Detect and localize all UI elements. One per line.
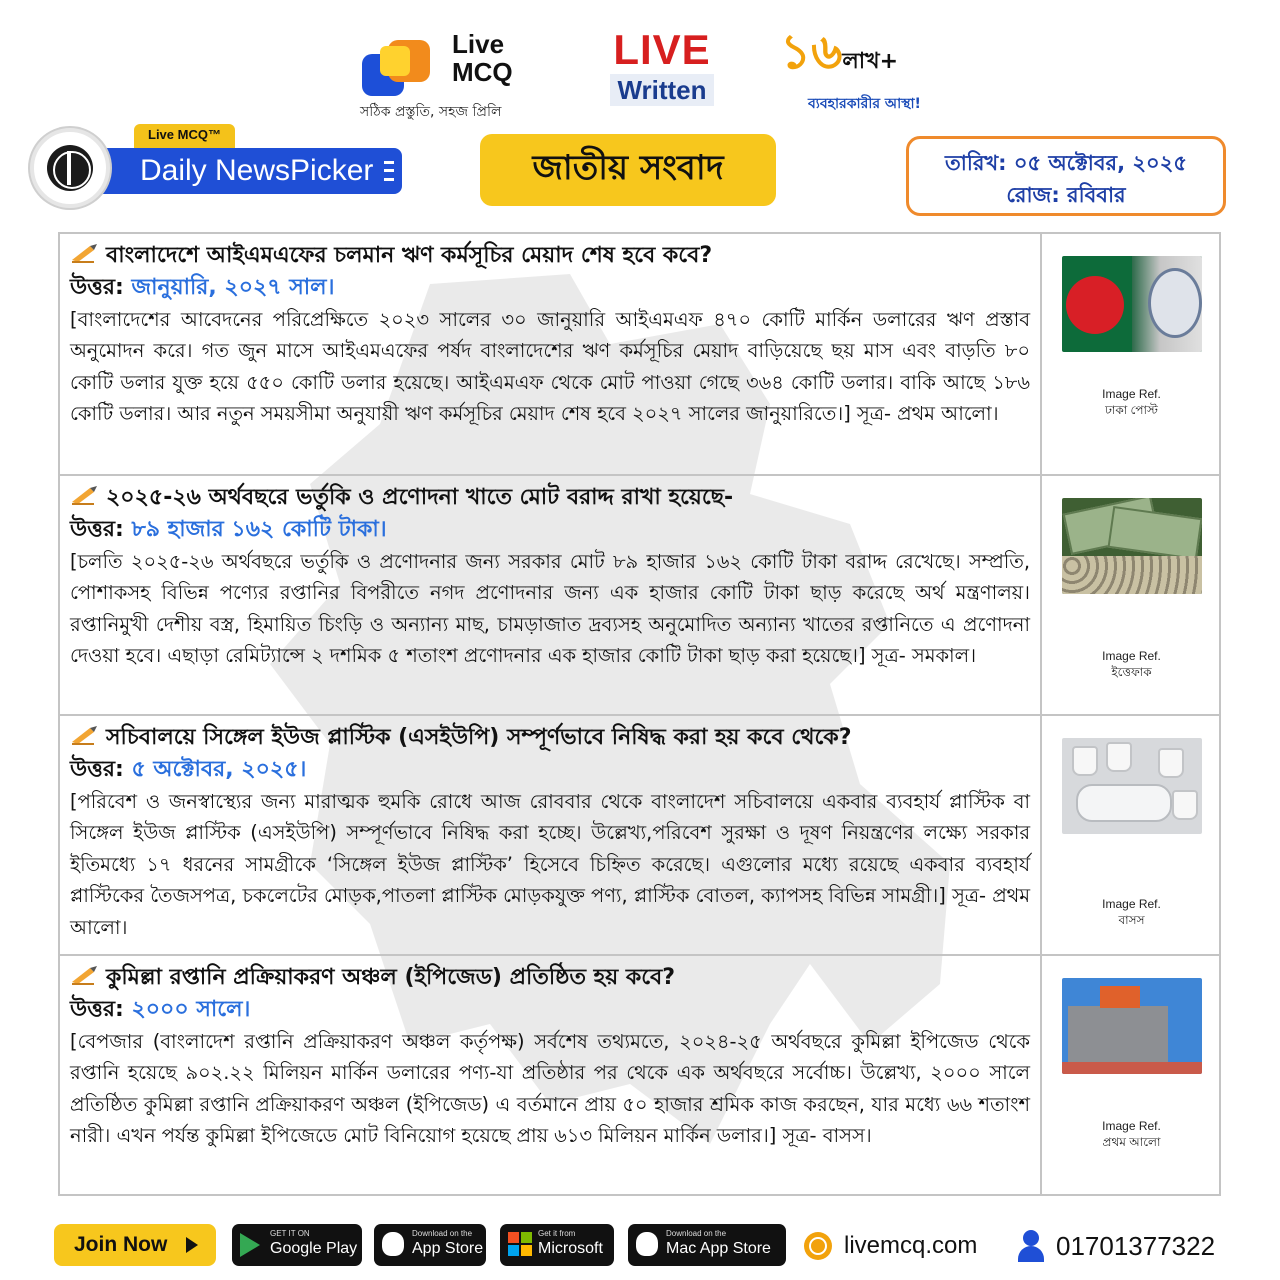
writing-hand-icon bbox=[70, 724, 98, 746]
users-count: ১৬লাখ+ bbox=[780, 24, 899, 80]
news-item bbox=[60, 716, 1219, 956]
brand-strip bbox=[0, 22, 1280, 122]
news-answer: উত্তর: ২০০০ সালে। bbox=[70, 997, 251, 1022]
phone-contact[interactable]: 01701377322 bbox=[1016, 1228, 1215, 1264]
livemcq-logo-text: Live MCQ bbox=[452, 29, 513, 87]
bangladesh-flag-imf-seal-image bbox=[1062, 256, 1202, 352]
live-text: LIVE bbox=[613, 26, 711, 73]
apple-icon bbox=[382, 1232, 406, 1258]
apple-icon bbox=[636, 1232, 660, 1258]
newspicker-title-bar bbox=[90, 148, 402, 194]
livemcq-logo-icon bbox=[358, 36, 438, 96]
support-agent-icon bbox=[1016, 1230, 1046, 1262]
livemcq-logo bbox=[358, 30, 538, 120]
money-bills-coins-image bbox=[1062, 498, 1202, 594]
news-item bbox=[60, 234, 1219, 476]
join-now-label: Join Now bbox=[74, 1233, 168, 1256]
news-image-column bbox=[1040, 234, 1219, 474]
news-item-text bbox=[60, 956, 1040, 1194]
menu-lines-icon bbox=[384, 161, 394, 181]
news-question: বাংলাদেশে আইএমএফের চলমান ঋণ কর্মসূচির মেয়াদ শেষ হবে কবে? bbox=[70, 240, 1030, 272]
answer-value: ২০০০ সালে। bbox=[131, 997, 251, 1022]
category-title: জাতীয় সংবাদ bbox=[480, 134, 776, 206]
play-arrow-icon bbox=[186, 1237, 198, 1253]
join-now-button[interactable] bbox=[54, 1224, 216, 1266]
news-item bbox=[60, 476, 1219, 716]
news-body: [পরিবেশ ও জনস্বাস্থ্যের জন্য মারাত্মক হুমকি রোধে আজ রোববার থেকে বাংলাদেশ সচিবালয়ে একবার ব্যবহার্য প্লাস্টিক বা সিঙ্গেল ইউজ প্লাস্টিক (এসইউপি) সম্পূর্ণভাবে নিষিদ্ধ করা হচ্ছে। উল্লেখ্য,পরিবেশ সুরক্ষা ও দূষণ নিয়ন্ত্রণের লক্ষ্যে সরকার ইতিমধ্যে ১৭ ধরনের সামগ্রীকে ‘সিঙ্গেল ইউজ প্লাস্টিক’ হিসেবে চিহ্নিত করেছে। এগুলোর মধ্যে রয়েছে একবার ব্যবহার্য প্লাস্টিকের তৈজসপত্র, চকলেটের মোড়ক,পাতলা প্লাস্টিক মোড়কযুক্ত পণ্য, প্লাস্টিক বোতল, ক্যাপসহ বিভিন্ন সামগ্রী।] সূত্র- প্রথম আলো। bbox=[70, 790, 1030, 939]
newspicker-badge bbox=[30, 124, 402, 214]
mac-app-store-button[interactable]: Download on the Mac App Store bbox=[628, 1224, 786, 1266]
plastic-tableware-image bbox=[1062, 738, 1202, 834]
news-item-text bbox=[60, 716, 1040, 954]
news-image-column bbox=[1040, 476, 1219, 714]
epz-gate-building-image bbox=[1062, 978, 1202, 1074]
google-play-icon bbox=[240, 1232, 264, 1258]
news-question: সচিবালয়ে সিঙ্গেল ইউজ প্লাস্টিক (এসইউপি) সম্পূর্ণভাবে নিষিদ্ধ করা হয় কবে থেকে? bbox=[70, 722, 1030, 754]
image-ref: Image Ref. বাসস bbox=[1102, 897, 1161, 927]
answer-value: ৮৯ হাজার ১৬২ কোটি টাকা। bbox=[131, 517, 387, 542]
newspicker-title: Daily NewsPicker bbox=[140, 154, 374, 187]
image-ref: Image Ref. ইত্তেফাক bbox=[1102, 649, 1161, 679]
answer-value: ৫ অক্টোবর, ২০২৫। bbox=[131, 757, 307, 782]
news-answer: উত্তর: ৮৯ হাজার ১৬২ কোটি টাকা। bbox=[70, 517, 387, 542]
users-suffix: লাখ+ bbox=[842, 49, 899, 74]
news-answer: উত্তর: ৫ অক্টোবর, ২০২৫। bbox=[70, 757, 307, 782]
news-body: [বেপজার (বাংলাদেশ রপ্তানি প্রক্রিয়াকরণ অঞ্চল কর্তৃপক্ষ) সর্বশেষ তথ্যমতে, ২০২৪-২৫ অর্থবছরে কুমিল্লা ইপিজেড থেকে রপ্তানি হয়েছে ৯০২.২২ মিলিয়ন মার্কিন ডলারের পণ্য-যা প্রতিষ্ঠার পর থেকে এক অর্থবছরে সর্বোচ্চ। উল্লেখ্য, ২০০০ সালে প্রতিষ্ঠিত কুমিল্লা রপ্তানি প্রক্রিয়াকরণ অঞ্চল (ইপিজেড) এ বর্তমানে প্রায় ৫০ হাজার শ্রমিক কাজ করছেন, যার মধ্যে ৬৬ শতাংশ নারী। এখন পর্যন্ত কুমিল্লা ইপিজেডে মোট বিনিয়োগ হয়েছে প্রায় ৬১৩ মিলিয়ন মার্কিন ডলার।] সূত্র- বাসস। bbox=[70, 1030, 1030, 1148]
newspicker-top-label: Live MCQ™ bbox=[134, 124, 235, 150]
news-question: কুমিল্লা রপ্তানি প্রক্রিয়াকরণ অঞ্চল (ইপিজেড) প্রতিষ্ঠিত হয় কবে? bbox=[70, 962, 1030, 994]
news-image-column bbox=[1040, 956, 1219, 1194]
website-link[interactable]: livemcq.com bbox=[804, 1228, 977, 1264]
image-ref: Image Ref. প্রথম আলো bbox=[1102, 1119, 1161, 1149]
news-item-text bbox=[60, 476, 1040, 714]
image-ref: Image Ref. ঢাকা পোস্ট bbox=[1102, 387, 1161, 417]
answer-value: জানুয়ারি, ২০২৭ সাল। bbox=[131, 275, 335, 300]
footer-bar bbox=[0, 1222, 1280, 1270]
writing-hand-icon bbox=[70, 242, 98, 264]
day-line: রোজ: রবিবার bbox=[1006, 183, 1126, 207]
google-play-button[interactable]: GET IT ON Google Play bbox=[232, 1224, 362, 1266]
live-written-logo bbox=[610, 28, 714, 118]
news-item bbox=[60, 956, 1219, 1194]
app-store-button[interactable]: Download on the App Store bbox=[374, 1224, 486, 1266]
news-table bbox=[58, 232, 1221, 1196]
microsoft-store-button[interactable]: Get it from Microsoft bbox=[500, 1224, 614, 1266]
news-item-text bbox=[60, 234, 1040, 474]
news-body: [চলতি ২০২৫-২৬ অর্থবছরে ভর্তুকি ও প্রণোদনার জন্য সরকার মোট ৮৯ হাজার ১৬২ কোটি টাকা বরাদ্দ রেখেছে। সম্প্রতি, পোশাকসহ বিভিন্ন পণ্যের রপ্তানির বিপরীতে নগদ প্রণোদনার জন্য এক হাজার কোটি টাকা ছাড় করেছে অর্থ মন্ত্রণালয়। রপ্তানিমুখী দেশীয় বস্ত্র, হিমায়িত চিংড়ি ও অন্যান্য মাছ, চামড়াজাত দ্রব্যসহ অনুমোদিত অন্যান্য খাতের রপ্তানিতে এ প্রণোদনা দেওয়া হবে। এছাড়া রেমিট্যান্সে ২ দশমিক ৫ শতাংশ প্রণোদনার এক হাজার কোটি টাকা ছাড় করা হয়েছে।] সূত্র- সমকাল। bbox=[70, 550, 1030, 668]
written-text: Written bbox=[610, 74, 714, 106]
microsoft-icon bbox=[508, 1232, 532, 1258]
date-box bbox=[906, 136, 1226, 216]
news-body: [বাংলাদেশের আবেদনের পরিপ্রেক্ষিতে ২০২৩ সালের ৩০ জানুয়ারি আইএমএফ ৪৭০ কোটি মার্কিন ডলারের ঋণ প্রস্তাব অনুমোদন করে। গত জুন মাসে আইএমএফের পর্ষদ বাংলাদেশের ঋণ কর্মসূচির মেয়াদ বাড়িয়েছে ছয় মাস এবং বাড়তি ৮০ কোটি ডলার যুক্ত হয়ে ৫৫০ কোটি ডলার হয়েছে। আইএমএফ থেকে মোট পাওয়া গেছে ৩৬৪ কোটি ডলার। বাকি আছে ১৮৬ কোটি ডলার। আর নতুন সময়সীমা অনুযায়ী ঋণ কর্মসূচির মেয়াদ শেষ হবে ২০২৭ সালের জানুয়ারিতে।] সূত্র- প্রথম আলো। bbox=[70, 308, 1030, 426]
news-question: ২০২৫-২৬ অর্থবছরে ভর্তুকি ও প্রণোদনা খাতে মোট বরাদ্দ রাখা হয়েছে- bbox=[70, 482, 1030, 514]
globe-icon bbox=[804, 1232, 832, 1260]
writing-hand-icon bbox=[70, 484, 98, 506]
writing-hand-icon bbox=[70, 964, 98, 986]
users-count-badge bbox=[780, 24, 970, 116]
livemcq-tagline: সঠিক প্রস্তুতি, সহজ প্রিলি bbox=[360, 104, 502, 120]
news-answer: উত্তর: জানুয়ারি, ২০২৭ সাল। bbox=[70, 275, 335, 300]
date-line: তারিখ: ০৫ অক্টোবর, ২০২৫ bbox=[944, 151, 1187, 175]
users-caption: ব্যবহারকারীর আস্থা! bbox=[808, 96, 921, 112]
news-globe-icon bbox=[30, 128, 110, 208]
news-image-column bbox=[1040, 716, 1219, 954]
